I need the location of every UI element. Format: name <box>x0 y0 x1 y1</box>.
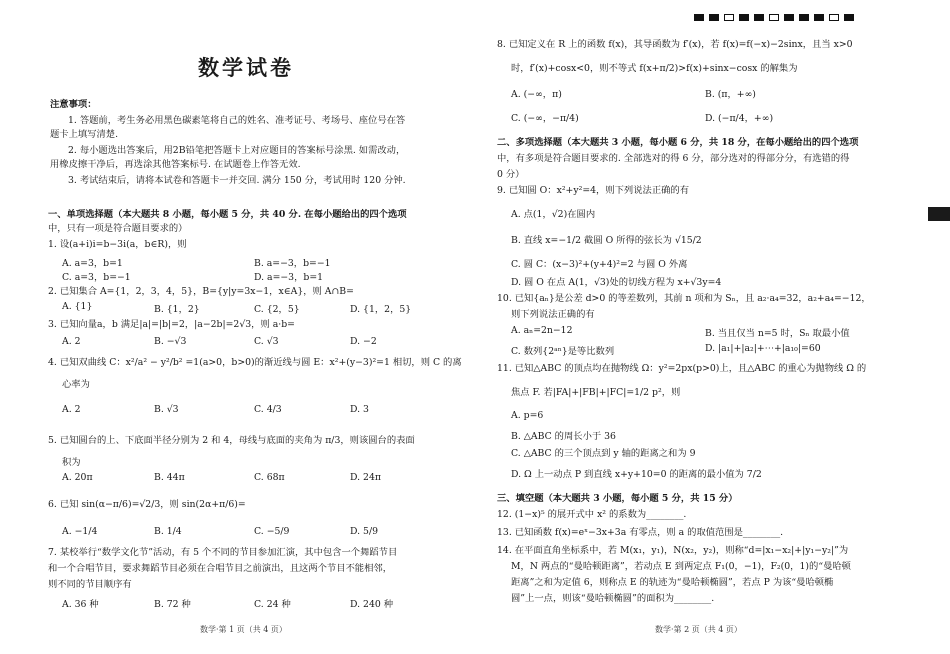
q4-option-c: C. 4/3 <box>254 404 282 415</box>
q7-option-c: C. 24 种 <box>254 599 291 610</box>
q3-option-b: B. −√3 <box>154 336 187 347</box>
q8-option-d: D. (−π/4，+∞) <box>705 113 774 124</box>
section-heading-cont: 中，有多项是符合题目要求的. 全部选对的得 6 分，部分选对的得部分分，有选错的得 <box>497 153 850 164</box>
notice-line: 3. 考试结束后，请将本试卷和答题卡一并交回. 满分 150 分，考试用时 120 分钟. <box>68 175 406 186</box>
q8-option-b: B. (π，+∞) <box>705 89 756 100</box>
q7-option-a: A. 36 种 <box>62 599 99 610</box>
q3-option-a: A. 2 <box>62 336 81 347</box>
question-2-stem: 2. 已知集合 A={1，2，3，4，5}，B={y|y=3x−1，x∈A}，则 A∩B= <box>48 286 354 297</box>
q2-option-c: C. {2，5} <box>254 304 300 315</box>
q5-option-d: D. 24π <box>350 472 381 483</box>
question-10-stem-cont: 则下列说法正确的有 <box>511 309 595 320</box>
q11-option-b: B. △ABC 的周长小于 36 <box>511 431 616 442</box>
q6-option-c: C. −5/9 <box>254 526 290 537</box>
question-1-stem: 1. 设(a+i)i=b−3i(a，b∈R)，则 <box>48 239 187 250</box>
q11-option-d: D. Ω 上一动点 P 到直线 x+y+10=0 的距离的最小值为 7/2 <box>511 469 762 480</box>
page-footer: 数学·第 2 页（共 4 页） <box>655 625 742 634</box>
q9-option-b: B. 直线 x=−1/2 截圆 O 所得的弦长为 √15/2 <box>511 235 702 246</box>
q8-option-c: C. (−∞，−π/4) <box>511 113 579 124</box>
q1-option-a: A. a=3，b=1 <box>62 258 123 269</box>
question-7-stem: 7. 某校举行“数学文化节”活动，有 5 个不同的节目参加汇演，其中包含一个舞蹈节目 <box>48 547 398 558</box>
question-5-stem: 5. 已知圆台的上、下底面半径分别为 2 和 4，母线与底面的夹角为 π/3，则该圆台的表面 <box>48 435 415 446</box>
q6-option-b: B. 1/4 <box>154 526 182 537</box>
q4-option-b: B. √3 <box>154 404 179 415</box>
question-14-line: 14. 在平面直角坐标系中，若 M(x₁，y₁)，N(x₂，y₂)，则称“d=|x₁−x₂|+|y₁−y₂|”为 <box>497 545 849 556</box>
question-5-stem-cont: 积为 <box>62 457 81 468</box>
question-6-stem: 6. 已知 sin(α−π/6)=√2/3，则 sin(2α+π/6)= <box>48 499 246 510</box>
q5-option-a: A. 20π <box>62 472 93 483</box>
notice-line: 2. 每小题选出答案后，用2B铅笔把答题卡上对应题目的答案标号涂黑. 如需改动， <box>68 145 406 156</box>
q1-option-c: C. a=3，b=−1 <box>62 272 131 283</box>
q1-option-b: B. a=−3，b=−1 <box>254 258 331 269</box>
q2-option-d: D. {1，2，5} <box>350 304 412 315</box>
q2-option-a: A. {1} <box>62 301 93 312</box>
question-14-line: 距离”之和为定值 6，则称点 E 的轨迹为“曼哈顿椭圆”，若点 P 为该“曼哈顿椭 <box>511 577 834 588</box>
question-9-stem: 9. 已知圆 O：x²+y²=4，则下列说法正确的有 <box>497 185 690 196</box>
q4-option-a: A. 2 <box>62 404 81 415</box>
notice-line: 1. 答题前，考生务必用黑色碳素笔将自己的姓名、准考证号、考场号、座位号在答 <box>68 115 406 126</box>
q7-option-d: D. 240 种 <box>350 599 394 610</box>
section-heading-cont: 中，只有一项是符合题目要求的） <box>48 223 188 234</box>
q10-option-a: A. aₙ=2n−12 <box>511 325 573 336</box>
question-13: 13. 已知函数 f(x)=eˣ−3x+3a 有零点，则 a 的取值范围是________. <box>497 527 784 538</box>
q5-option-c: C. 68π <box>254 472 285 483</box>
q9-option-c: C. 圆 C：(x−3)²+(y+4)²=2 与圆 O 外离 <box>511 259 688 270</box>
question-4-stem-cont: 心率为 <box>62 379 90 390</box>
q9-option-d: D. 圆 O 在点 A(1，√3)处的切线方程为 x+√3y=4 <box>511 277 722 288</box>
question-7-stem-cont: 则不同的节目顺序有 <box>48 579 132 590</box>
q8-option-a: A. (−∞，π) <box>511 89 562 100</box>
q10-option-c: C. 数列{2ᵃⁿ}是等比数列 <box>511 346 615 357</box>
question-12: 12. (1−x)⁵ 的展开式中 x² 的系数为________. <box>497 509 687 520</box>
question-7-stem-cont: 和一个合唱节目，要求舞蹈节目必须在合唱节目之前演出，且这两个节目不能相邻， <box>48 563 392 574</box>
q9-option-a: A. 点(1，√2)在圆内 <box>511 209 596 220</box>
exam-page-2 <box>497 0 917 654</box>
q10-option-b: B. 当且仅当 n=5 时，Sₙ 取最小值 <box>705 328 850 339</box>
q10-option-d: D. |a₁|+|a₂|+⋯+|a₁₀|=60 <box>705 343 821 354</box>
section-heading-cont: 0 分） <box>497 169 525 180</box>
question-8-stem-cont: 时，f′(x)+cosx<0，则不等式 f(x+π/2)>f(x)+sinx−cosx 的解集为 <box>511 63 798 74</box>
q1-option-d: D. a=−3，b=1 <box>254 272 324 283</box>
q6-option-a: A. −1/4 <box>62 526 98 537</box>
question-11-stem-cont: 焦点 F. 若|FA|+|FB|+|FC|=1/2 p²，则 <box>511 387 681 398</box>
q2-option-b: B. {1，2} <box>154 304 200 315</box>
q11-option-a: A. p=6 <box>511 410 544 421</box>
section-heading: 三、填空题（本大题共 3 小题，每小题 5 分，共 15 分） <box>497 493 738 504</box>
notice-heading: 注意事项： <box>50 99 97 110</box>
q4-option-d: D. 3 <box>350 404 369 415</box>
section-heading: 一、单项选择题（本大题共 8 小题，每小题 5 分，共 40 分. 在每小题给出的四个选项 <box>48 209 407 220</box>
question-14-line: M，N 两点的“曼哈顿距离”，若动点 E 到两定点 F₁(0，−1)，F₂(0，1)的“曼哈顿 <box>511 561 851 572</box>
q7-option-b: B. 72 种 <box>154 599 191 610</box>
q5-option-b: B. 44π <box>154 472 185 483</box>
section-heading: 二、多项选择题（本大题共 3 小题，每小题 6 分，共 18 分，在每小题给出的四个选项 <box>497 137 859 148</box>
question-10-stem: 10. 已知{aₙ}是公差 d>0 的等差数列，其前 n 项和为 Sₙ，且 a₂·a₄=32，a₂+a₄=−12， <box>497 293 871 304</box>
q3-option-c: C. √3 <box>254 336 279 347</box>
question-11-stem: 11. 已知△ABC 的顶点均在抛物线 Ω：y²=2px(p>0)上，且△ABC 的重心为抛物线 Ω 的 <box>497 363 867 374</box>
question-4-stem: 4. 已知双曲线 C：x²/a² − y²/b² =1(a>0，b>0)的渐近线与圆 E：x²+(y−3)²=1 相切，则 C 的离 <box>48 357 462 368</box>
notice-line: 用橡皮擦干净后，再选涂其他答案标号. 在试题卷上作答无效. <box>50 159 301 170</box>
exam-title: 数学试卷 <box>198 55 294 80</box>
side-marker <box>928 207 950 221</box>
question-8-stem: 8. 已知定义在 R 上的函数 f(x)，其导函数为 f′(x)，若 f(x)=f(−x)−2sinx，且当 x>0 <box>497 39 853 50</box>
notice-line: 题卡上填写清楚. <box>50 129 119 140</box>
page-footer: 数学·第 1 页（共 4 页） <box>200 625 287 634</box>
q3-option-d: D. −2 <box>350 336 377 347</box>
question-3-stem: 3. 已知向量a，b 满足|a|=|b|=2，|a−2b|=2√3，则 a·b= <box>48 319 295 330</box>
q6-option-d: D. 5/9 <box>350 526 378 537</box>
exam-page-1 <box>40 0 460 654</box>
question-14-line: 圆”上一点，则该“曼哈顿椭圆”的面积为________. <box>511 593 715 604</box>
q11-option-c: C. △ABC 的三个顶点到 y 轴的距离之和为 9 <box>511 448 696 459</box>
